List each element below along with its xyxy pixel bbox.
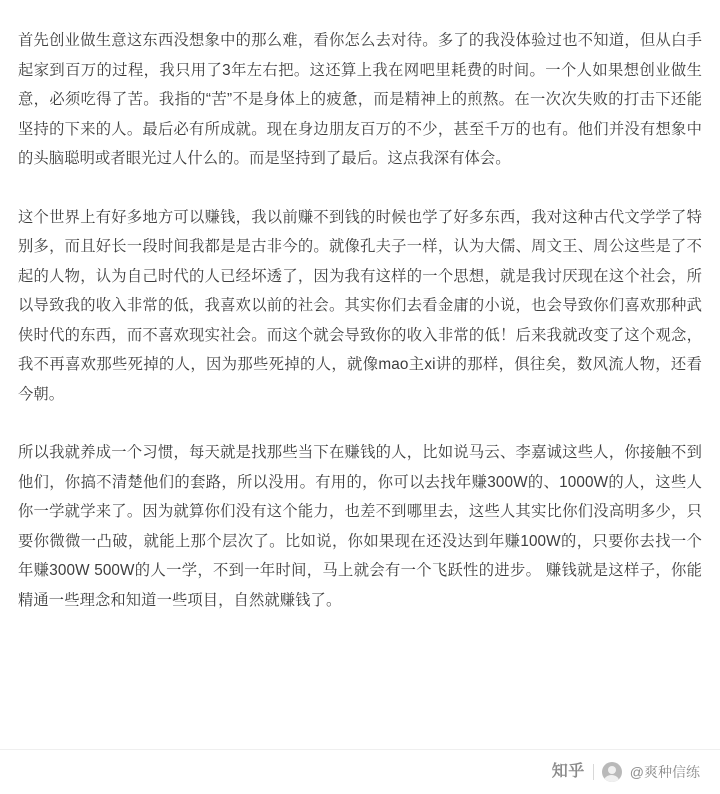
paragraph-2: 这个世界上有好多地方可以赚钱，我以前赚不到钱的时候也学了好多东西，我对这种古代文学学了特别多，而且好长一段时间我都是是古非今的。就像孔夫子一样，认为大儒、周文王、周公这些是了不起的人物，认为自己时代的人已经坏透了，因为我有这样的一个思想，就是我讨厌现在这个社会，所以导致我的收入非常的低，我喜欢以前的社会。其实你们去看金庸的小说，也会导致你们喜欢那种武侠时代的东西，而不喜欢现实社会。而这个就会导致你的收入非常的低！后来我就改变了这个观念，我不再喜欢那些死掉的人，因为那些死掉的人，就像mao主xi讲的那样，俱往矣，数风流人物，还看今朝。 xyxy=(18,208,702,403)
paragraph-3: 所以我就养成一个习惯，每天就是找那些当下在赚钱的人，比如说马云、李嘉诚这些人，你接触不到他们，你搞不清楚他们的套路，所以没用。有用的，你可以去找年赚300W的、1000W的人，这些人你一学就学来了。因为就算你们没有这个能力，也差不到哪里去，这些人其实比你们没高明多少，只要你微微一凸破，就能上那个层次了。比如说，你如果现在还没达到年赚100W的，只要你去找一个年赚300W 500W的人一学，不到一年时间，马上就会有一个飞跃性的进步。 赚钱就是这样子，你能精通一些理念和知道一些项目，自然就赚钱了。 xyxy=(18,444,702,609)
paragraph-1: 首先创业做生意这东西没想象中的那么难，看你怎么去对待。多了的我没体验过也不知道，但从白手起家到百万的过程，我只用了3年左右把。这还算上我在网吧里耗费的时间。一个人如果想创业做生意，必须吃得了苦。我指的“苦”不是身体上的疲惫，而是精神上的煎熬。在一次次失败的打击下还能坚持的下来的人。最后必有所成就。现在身边朋友百万的不少，甚至千万的也有。他们并没有想象中的头脑聪明或者眼光过人什么的。而是坚持到了最后。这点我深有体会。 xyxy=(18,32,702,167)
divider xyxy=(593,764,594,780)
avatar xyxy=(602,762,622,782)
footer-watermark xyxy=(552,760,700,784)
author-name: @爽种信练 xyxy=(629,764,700,780)
zhihu-logo: 知乎 xyxy=(551,763,585,780)
page-footer xyxy=(0,749,720,794)
